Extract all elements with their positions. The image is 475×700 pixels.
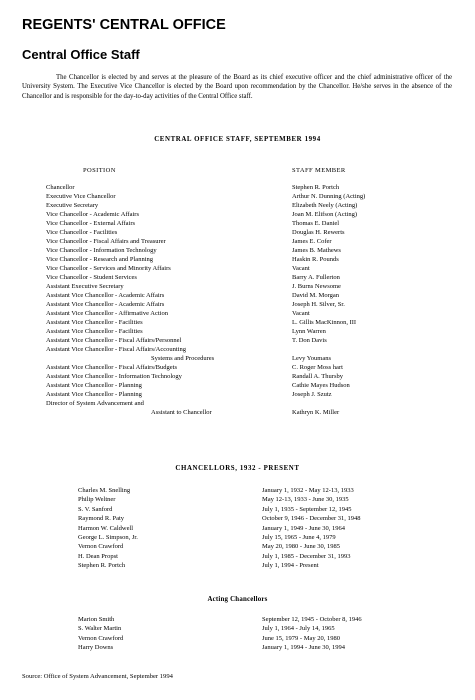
staff-member: Joseph J. Szutz bbox=[292, 391, 332, 399]
acting-chancellor-row bbox=[0, 624, 475, 633]
staff-row bbox=[0, 210, 475, 219]
staff-row bbox=[0, 363, 475, 372]
staff-row bbox=[0, 399, 475, 408]
staff-member: Joan M. Elifson (Acting) bbox=[292, 211, 357, 219]
staff-member: T. Don Davis bbox=[292, 337, 327, 345]
staff-position: Assistant Executive Secretary bbox=[46, 283, 124, 291]
source-note: Source: Office of System Advancement, September 1994 bbox=[22, 673, 173, 680]
staff-position: Assistant Vice Chancellor - Planning bbox=[46, 382, 142, 390]
staff-row bbox=[0, 255, 475, 264]
staff-position: Vice Chancellor - External Affairs bbox=[46, 220, 136, 228]
staff-position: Assistant Vice Chancellor - Information Technology bbox=[46, 373, 182, 381]
staff-member: Vacant bbox=[292, 265, 310, 273]
chancellor-term: May 20, 1980 - June 30, 1985 bbox=[262, 543, 340, 551]
staff-row bbox=[0, 408, 475, 417]
chancellor-row bbox=[0, 533, 475, 542]
staff-row bbox=[0, 354, 475, 363]
staff-member: James E. Cofer bbox=[292, 238, 332, 246]
staff-heading: CENTRAL OFFICE STAFF, SEPTEMBER 1994 bbox=[154, 136, 321, 143]
staff-row bbox=[0, 345, 475, 354]
chancellor-term: May 12-13, 1933 - June 30, 1935 bbox=[262, 496, 349, 504]
intro-paragraph bbox=[22, 73, 452, 101]
staff-row bbox=[0, 318, 475, 327]
acting-chancellor-name: Harry Downs bbox=[78, 644, 114, 652]
staff-position: Assistant Vice Chancellor - Facilities bbox=[46, 319, 143, 327]
chancellor-term: July 15, 1965 - June 4, 1979 bbox=[262, 534, 336, 541]
staff-position: Assistant to Chancellor bbox=[151, 409, 212, 417]
staff-row bbox=[0, 381, 475, 390]
staff-row bbox=[0, 228, 475, 237]
acting-chancellor-term: June 15, 1979 - May 20, 1980 bbox=[262, 634, 340, 642]
staff-member: Haskin R. Pounds bbox=[292, 256, 339, 264]
acting-chancellor-row bbox=[0, 634, 475, 643]
chancellor-name: H. Dean Propst bbox=[78, 552, 118, 560]
chancellor-row bbox=[0, 542, 475, 551]
chancellor-term: July 1, 1985 - December 31, 1993 bbox=[262, 552, 351, 560]
staff-member: Randall A. Thursby bbox=[292, 373, 343, 381]
chancellor-row bbox=[0, 486, 475, 495]
staff-member-column-header: STAFF MEMBER bbox=[292, 167, 346, 174]
staff-position: Executive Vice Chancellor bbox=[46, 193, 116, 200]
staff-member: Levy Youmans bbox=[292, 355, 332, 363]
staff-row bbox=[0, 327, 475, 336]
staff-row bbox=[0, 300, 475, 309]
acting-chancellor-row bbox=[0, 615, 475, 624]
chancellor-term: July 1, 1935 - September 12, 1945 bbox=[262, 505, 352, 513]
chancellor-name: Raymond R. Paty bbox=[78, 515, 125, 523]
chancellor-row bbox=[0, 514, 475, 523]
staff-position: Vice Chancellor - Information Technology bbox=[46, 247, 157, 255]
staff-row bbox=[0, 183, 475, 192]
staff-member: Barry A. Fullerton bbox=[292, 274, 340, 282]
staff-position: Assistant Vice Chancellor - Planning bbox=[46, 391, 142, 399]
staff-position: Assistant Vice Chancellor - Fiscal Affairs/Accounting bbox=[46, 346, 186, 354]
staff-member: Cathie Mayes Hudson bbox=[292, 382, 350, 390]
staff-row bbox=[0, 201, 475, 210]
staff-row bbox=[0, 336, 475, 345]
staff-member: Joseph H. Silver, Sr. bbox=[292, 301, 345, 309]
chancellor-name: Charles M. Snelling bbox=[78, 487, 131, 494]
staff-member: Elizabeth Neely (Acting) bbox=[292, 202, 358, 210]
chancellor-name: S. V. Sanford bbox=[78, 505, 113, 513]
staff-member: Arthur N. Dunning (Acting) bbox=[292, 193, 366, 200]
staff-member: Lynn Warren bbox=[292, 328, 326, 336]
staff-position: Assistant Vice Chancellor - Affirmative Action bbox=[46, 310, 168, 318]
chancellors-heading: CHANCELLORS, 1932 - PRESENT bbox=[175, 465, 300, 472]
acting-chancellor-term: July 1, 1964 - July 14, 1965 bbox=[262, 625, 335, 633]
staff-member: Thomas E. Daniel bbox=[292, 220, 340, 228]
staff-row bbox=[0, 219, 475, 228]
section-title: Central Office Staff bbox=[22, 47, 140, 62]
staff-member: David M. Morgan bbox=[292, 292, 340, 300]
staff-row bbox=[0, 237, 475, 246]
intro-text: The Chancellor is elected by and serves at the pleasure of the Board as its chief executive officer and the chief administrative officer of the University System. The Executive Vice Chancellor is elected by the Board upon recommendation by the Chancellor. He/she serves in the absence of the Chancellor and is responsible for the day-to-day activities of the Central Office staff. bbox=[22, 74, 452, 100]
staff-position: Assistant Vice Chancellor - Academic Affairs bbox=[46, 292, 165, 300]
staff-position: Vice Chancellor - Research and Planning bbox=[46, 256, 154, 264]
staff-member: J. Burns Newsome bbox=[292, 283, 341, 291]
chancellor-term: January 1, 1932 - May 12-13, 1933 bbox=[262, 487, 354, 494]
chancellor-row bbox=[0, 561, 475, 570]
staff-member: James B. Mathews bbox=[292, 247, 341, 255]
staff-position: Executive Secretary bbox=[46, 202, 99, 210]
acting-chancellor-name: Marion Smith bbox=[78, 616, 115, 623]
staff-row bbox=[0, 291, 475, 300]
staff-member: Vacant bbox=[292, 310, 310, 318]
position-column-header: POSITION bbox=[83, 167, 116, 174]
staff-position: Vice Chancellor - Academic Affairs bbox=[46, 211, 139, 219]
staff-row bbox=[0, 264, 475, 273]
staff-position: Assistant Vice Chancellor - Fiscal Affairs/Personnel bbox=[46, 337, 182, 345]
staff-row bbox=[0, 309, 475, 318]
chancellor-name: George L. Simpson, Jr. bbox=[78, 534, 138, 541]
staff-member: Stephen R. Portch bbox=[292, 184, 340, 191]
staff-position: Director of System Advancement and bbox=[46, 400, 144, 408]
staff-member: Douglas H. Rewerts bbox=[292, 229, 345, 237]
acting-chancellor-row bbox=[0, 643, 475, 652]
staff-position: Assistant Vice Chancellor - Academic Affairs bbox=[46, 301, 165, 309]
staff-position: Vice Chancellor - Fiscal Affairs and Treasurer bbox=[46, 238, 166, 246]
chancellor-name: Harmon W. Caldwell bbox=[78, 524, 134, 532]
page-title: REGENTS' CENTRAL OFFICE bbox=[22, 17, 226, 33]
staff-member: C. Roger Moss hart bbox=[292, 364, 343, 372]
staff-member: L. Gillis MacKinnon, III bbox=[292, 319, 357, 327]
staff-member: Kathryn K. Miller bbox=[292, 409, 340, 417]
acting-chancellor-term: January 1, 1994 - June 30, 1994 bbox=[262, 644, 346, 652]
chancellor-row bbox=[0, 505, 475, 514]
chancellor-term: July 1, 1994 - Present bbox=[262, 562, 319, 570]
staff-position: Chancellor bbox=[46, 184, 75, 191]
acting-chancellor-name: Vernon Crawford bbox=[78, 634, 124, 642]
chancellor-term: January 1, 1949 - June 30, 1964 bbox=[262, 524, 346, 532]
staff-position: Vice Chancellor - Facilities bbox=[46, 229, 118, 237]
chancellor-row bbox=[0, 495, 475, 504]
staff-row bbox=[0, 282, 475, 291]
staff-position: Vice Chancellor - Services and Minority Affairs bbox=[46, 265, 171, 273]
chancellor-row bbox=[0, 552, 475, 561]
staff-position: Vice Chancellor - Student Services bbox=[46, 274, 137, 282]
staff-row bbox=[0, 273, 475, 282]
staff-row bbox=[0, 372, 475, 381]
chancellor-term: October 9, 1946 - December 31, 1948 bbox=[262, 515, 361, 523]
chancellor-name: Stephen R. Portch bbox=[78, 562, 126, 570]
staff-position: Assistant Vice Chancellor - Facilities bbox=[46, 328, 143, 336]
staff-row bbox=[0, 390, 475, 399]
chancellor-row bbox=[0, 524, 475, 533]
staff-position: Systems and Procedures bbox=[151, 355, 215, 363]
staff-position: Assistant Vice Chancellor - Fiscal Affairs/Budgets bbox=[46, 364, 177, 372]
acting-chancellors-heading: Acting Chancellors bbox=[207, 596, 268, 603]
chancellor-name: Philip Weltner bbox=[78, 496, 116, 504]
staff-row bbox=[0, 246, 475, 255]
acting-chancellor-name: S. Walter Martin bbox=[78, 625, 122, 633]
chancellor-name: Vernon Crawford bbox=[78, 543, 124, 551]
staff-row bbox=[0, 192, 475, 201]
acting-chancellor-term: September 12, 1945 - October 8, 1946 bbox=[262, 616, 362, 623]
